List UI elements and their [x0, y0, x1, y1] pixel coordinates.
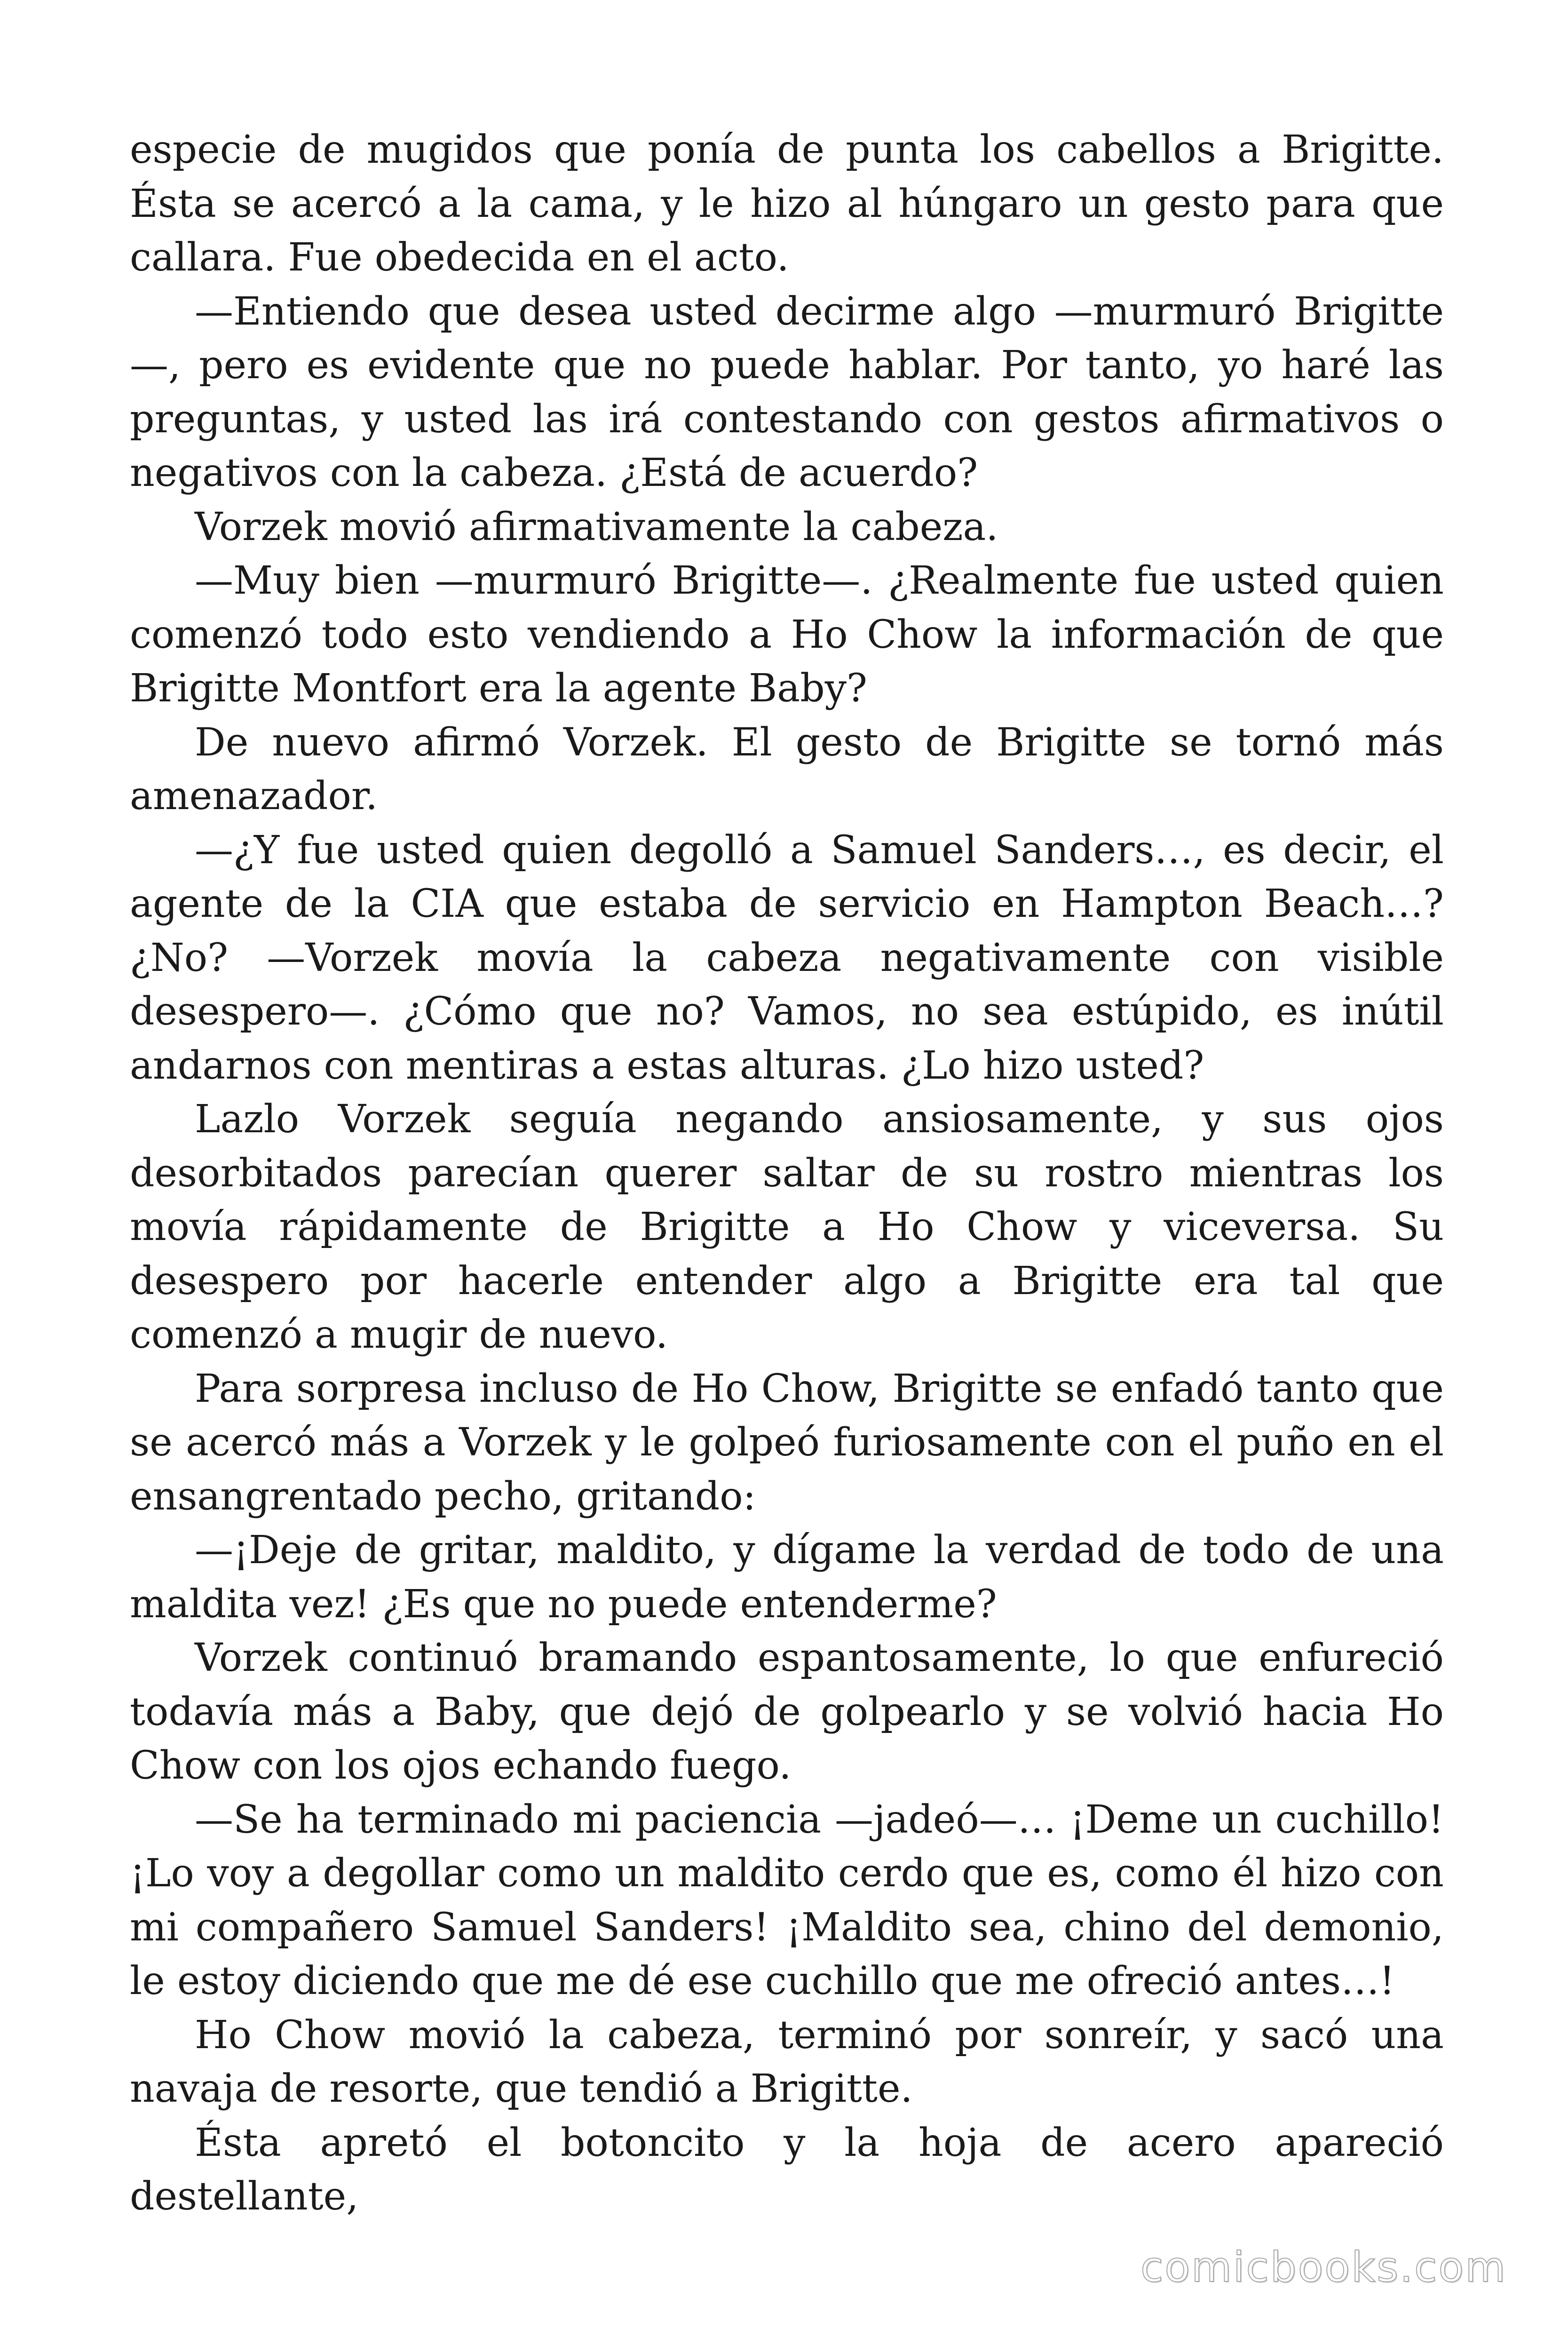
paragraph-5: De nuevo afirmó Vorzek. El gesto de Brigitte se tornó más amenazador. — [130, 720, 1444, 818]
paragraph-8: Para sorpresa incluso de Ho Chow, Brigitte se enfadó tanto que se acercó más a Vorzek y le golpeó furiosamente con el puño en el ensangrentado pecho, gritando: — [130, 1366, 1444, 1519]
page-body — [130, 123, 1444, 2224]
paragraph-2: —Entiendo que desea usted decirme algo —murmuró Brigitte—, pero es evidente que no puede hablar. Por tanto, yo haré las preguntas, y usted las irá contestando con gestos afirmativos o negativos con la cabeza. ¿Está de acuerdo? — [130, 289, 1444, 495]
paragraph-9: —¡Deje de gritar, maldito, y dígame la verdad de todo de una maldita vez! ¿Es que no puede entenderme? — [130, 1528, 1444, 1627]
watermark: comicbooks.com — [1140, 2243, 1507, 2291]
paragraph-12: Ho Chow movió la cabeza, terminó por sonreír, y sacó una navaja de resorte, que tendió a Brigitte. — [130, 2012, 1444, 2111]
paragraph-6: —¿Y fue usted quien degolló a Samuel Sanders…, es decir, el agente de la CIA que estaba de servicio en Hampton Beach…? ¿No? —Vorzek movía la cabeza negativamente con visible desespero—. ¿Cómo que no? Vamos, no sea estúpido, es inútil andarnos con mentiras a estas alturas. ¿Lo hizo usted? — [130, 827, 1444, 1088]
paragraph-13: Ésta apretó el botoncito y la hoja de acero apareció destellante, — [130, 2120, 1444, 2219]
paragraph-11: —Se ha terminado mi paciencia —jadeó—… ¡Deme un cuchillo! ¡Lo voy a degollar como un maldito cerdo que es, como él hizo con mi compañero Samuel Sanders! ¡Maldito sea, chino del demonio, le estoy diciendo que me dé ese cuchillo que me ofreció antes…! — [130, 1797, 1444, 2003]
paragraph-3: Vorzek movió afirmativamente la cabeza. — [195, 504, 998, 549]
paragraph-4: —Muy bien —murmuró Brigitte—. ¿Realmente fue usted quien comenzó todo esto vendiendo a Ho Chow la información de que Brigitte Montfort era la agente Baby? — [130, 558, 1444, 711]
paragraph-10: Vorzek continuó bramando espantosamente, lo que enfureció todavía más a Baby, que dejó de golpearlo y se volvió hacia Ho Chow con los ojos echando fuego. — [130, 1636, 1444, 1788]
paragraph-1: especie de mugidos que ponía de punta los cabellos a Brigitte. Ésta se acercó a la cama, y le hizo al húngaro un gesto para que callara. Fue obedecida en el acto. — [130, 127, 1444, 280]
paragraph-7: Lazlo Vorzek seguía negando ansiosamente, y sus ojos desorbitados parecían querer saltar de su rostro mientras los movía rápidamente de Brigitte a Ho Chow y viceversa. Su desespero por hacerle entender algo a Brigitte era tal que comenzó a mugir de nuevo. — [130, 1097, 1444, 1357]
